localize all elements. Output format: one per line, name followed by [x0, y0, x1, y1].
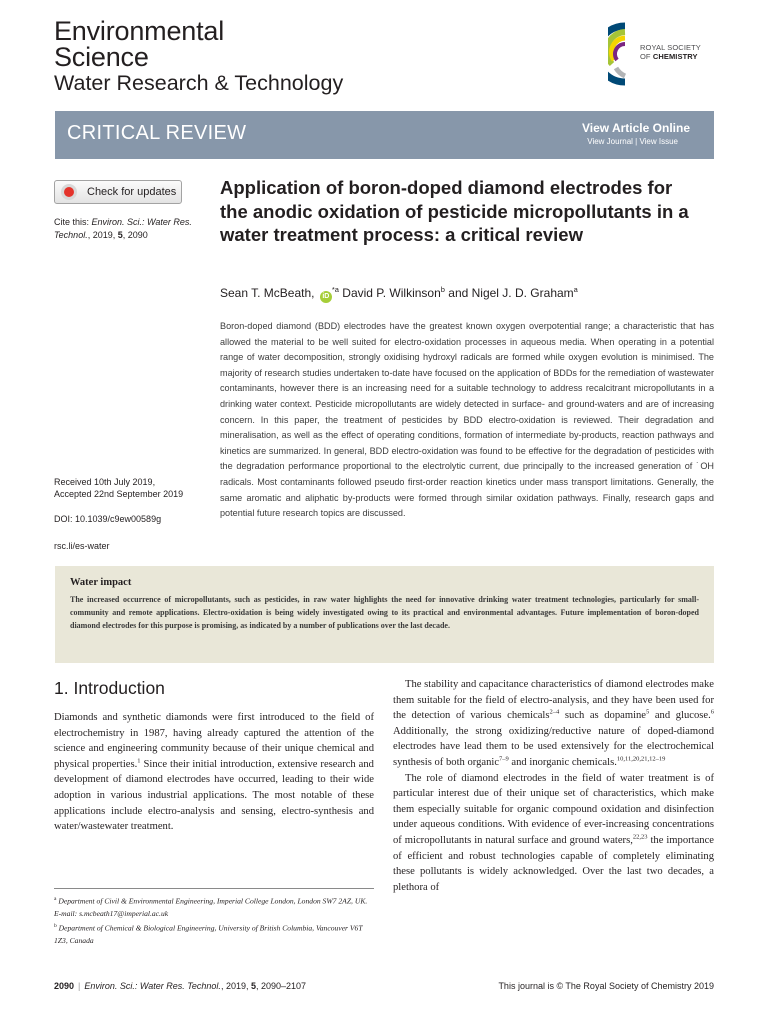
reference-link[interactable]: 5	[646, 708, 650, 716]
paragraph: The role of diamond electrodes in the field of water treatment is of particular interest due of their unique set of characteristics, which make them especially suitable for organic compound oxidation and disinfection under aqueous conditions. With evidence of ever-increasing concentrations of micropollutants in natural surface and ground waters,$^{22,23}$ the importance of efficient and robust technologies capable of completely eliminating these pollutants is widely acknowledged. Over the last two decades, a plethora of	[393, 772, 715, 893]
article-dates	[54, 476, 214, 500]
article-title: Application of boron-doped diamond electrodes for the anodic oxidation of pesticide micropollutants in a water treatment process: a critical review	[220, 177, 689, 245]
received-date: Received 10th July 2019,	[54, 477, 156, 487]
reference-link[interactable]: 10,11,20,21,12–19	[616, 755, 666, 763]
check-for-updates-button[interactable]	[54, 180, 182, 204]
body-column-right	[393, 677, 714, 895]
rsc-logo-rings-icon	[608, 16, 642, 92]
page-number: 2090	[54, 981, 75, 991]
body-column-left	[54, 710, 374, 835]
view-issue-link[interactable]: View Issue	[639, 137, 678, 146]
accepted-date: Accepted 22nd September 2019	[54, 489, 184, 499]
rsc-logo	[608, 16, 718, 92]
reference-link[interactable]: 22,23	[632, 833, 648, 841]
citation: Cite this: Environ. Sci.: Water Res. Technol., 2019, 5, 2090	[54, 217, 192, 240]
view-journal-link[interactable]: View Journal	[587, 137, 633, 146]
view-links	[587, 137, 678, 146]
journal-link[interactable]: rsc.li/es-water	[54, 541, 110, 551]
reference-link[interactable]: 2–4	[549, 708, 560, 716]
view-article-online-link[interactable]: View Article Online	[581, 121, 690, 135]
rsc-logo-line1: ROYAL SOCIETY	[640, 43, 701, 52]
journal-subtitle: Water Research & Technology	[54, 71, 344, 95]
footnote-b: $^b$ Department of Chemical & Biological Engineering, University of British Columbia, Vancouver V6T 1Z3, Canada	[54, 922, 363, 945]
link-separator: |	[632, 137, 640, 146]
article-type-label: CRITICAL REVIEW	[67, 122, 247, 144]
abstract: Boron-doped diamond (BDD) electrodes have the greatest known oxygen overpotential range; a characteristic that has allowed the material to be well suited for electro-oxidation processes in aqueous media. When operating in a potential range of water decomposition, strongly oxidising hydroxyl radicals are formed while oxygen evolution is minimised. The majority of research studies undertaken to-date have focused on the application of BDDs for the remediation of wastewater contaminants, however there is an increasing need for a suitable technology to address recalcitrant micropollutants in a drinking water context. Pesticide micropollutants are widely detected in surface- and ground-waters and are of increasing concern. In this paper, the treatment of pesticides by BDD electro-oxidation is reviewed. Their degradation and mineralisation, as well as the effect of operating conditions, formation of intermediate by-products, reaction pathways and kinetics are summarized. In general, BDD electro-oxidation was found to be effective for the degradation of pesticides with the degradation performance proportional to the electrolytic current, due principally to the increased generation of ˙OH radicals. Most contaminants followed pseudo first-order reaction kinetics under mass transport limitations. Generally, the same aromatic and aliphatic by-products were formed through similar oxidation pathways. Finally, research gaps and potential future research topics are discussed.	[220, 321, 714, 519]
reference-link[interactable]: 1	[137, 757, 141, 765]
water-impact-box	[55, 566, 714, 663]
journal-title-line1: Environmental	[54, 16, 224, 46]
journal-title	[54, 18, 474, 95]
rsc-logo-line2: OF CHEMISTRY	[640, 52, 698, 61]
affiliation-footnotes	[54, 893, 374, 947]
paragraph: The stability and capacitance characteristics of diamond electrodes make them suitable for the field of electro-analysis, and they have been used for the detection of various chemicals$^{2-4}$ such as dopamine$^5$ and glucose.$^6$ Additionally, the strong oxidizing/reductive nature of doped-diamond electrodes have lead them to be used extensively for the electrochemical synthesis of both organic$^{7-9}$ and inorganic chemicals.$^{10,11,20,21,12-19}$	[393, 679, 714, 768]
orcid-icon[interactable]: iD	[320, 291, 332, 303]
reference-link[interactable]: 6	[710, 708, 714, 716]
crossmark-icon	[61, 184, 77, 200]
article-type-banner	[55, 111, 714, 159]
journal-title-line2: Science	[54, 42, 149, 72]
reference-link[interactable]: 7–9	[499, 755, 509, 763]
footnote-divider	[54, 888, 374, 889]
copyright-notice: This journal is © The Royal Society of Chemistry 2019	[498, 981, 714, 991]
doi[interactable]: DOI: 10.1039/c9ew00589g	[54, 514, 162, 524]
paragraph: Diamonds and synthetic diamonds were first introduced to the field of electrochemistry in 1987, having already captured the attention of the science and engineering community because of their unique chemical and physical properties.$^1$ Since their initial introduction, extensive research and development of diamond electrodes have occurred, leading to their wide adoption in various industrial applications. The most notable of these applications include electro-analysis and sensing, electro-synthesis and water/wastewater treatment.	[54, 712, 374, 833]
water-impact-text: The increased occurrence of micropollutants, such as pesticides, in raw water highlights the need for innovative drinking water treatment technologies, particularly for small-community and remote applications. Electro-oxidation is being widely investigated owing to its practical and environmental advantages. Future implementation of boron-doped diamond electrodes for this purpose is promising, as indicated by a number of publications over the last decade.	[70, 595, 699, 630]
section-heading-introduction: 1. Introduction	[54, 678, 165, 698]
page-footer-citation: 2090 | Environ. Sci.: Water Res. Technol., 2019, 5, 2090–2107	[54, 981, 307, 991]
water-impact-heading: Water impact	[70, 577, 132, 588]
footnote-a: $^a$ Department of Civil & Environmental Engineering, Imperial College London, London SW7 2AZ, UK. E-mail: s.mcbeath17@imperial.ac.uk	[54, 896, 368, 918]
authors: Sean T. McBeath, $iD^{*a}$ David P. Wilkinson$^b$ and Nigel J. D. Graham$^a$	[220, 285, 700, 303]
check-for-updates-label: Check for updates	[87, 186, 177, 198]
